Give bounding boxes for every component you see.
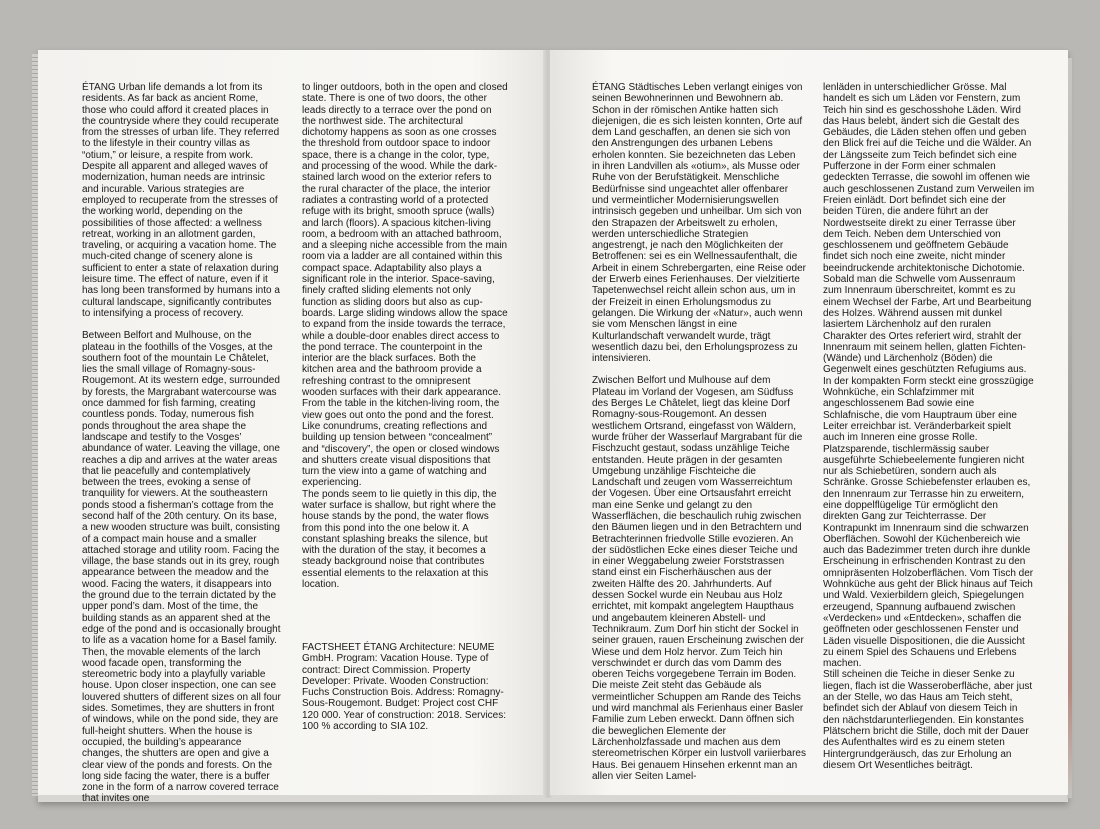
factsheet bbox=[302, 642, 508, 743]
right-page bbox=[550, 50, 1068, 795]
book-spread bbox=[38, 50, 1068, 805]
german-intro-paragraph: ÉTANG Städtisches Leben verlangt einiges von seinen Bewohnerinnen und Bewohnern ab. Schon in der römischen Antike hatten sich diejenigen, die es sich leisten konnten, Orte auf dem Land geschaffen, an denen sie sich von den Anstrengungen des urbanen Lebens erholen konnten. Sie bezeichneten das Leben in ihren Landvillen als «otium», als Musse oder Ruhe von der Berufstätigkeit. Menschliche Bedürfnisse sind ungeachtet aller offenbarer und vermeintlicher Modernisierungswellen intrinsisch gegeben und unheilbar. Um sich von den Strapazen der Arbeitswelt zu erholen, werden unterschiedliche Strategien angestrengt, je nach den Möglichkeiten der Betroffenen: sei es ein Wellnessaufenthalt, die Arbeit in einem Schrebergarten, eine Reise oder der Erwerb eines Ferienhauses. Der vielzitierte Tapetenwechsel reicht allein schon aus, um in der Freizeit in einen Erholungsmodus zu gelangen. Die Wirkung der «Natur», auch wenn sie vom Menschen längst in eine Kulturlandschaft verwandelt wurde, trägt wesentlich dazu bei, den Erholungsprozess zu intensivieren. bbox=[592, 82, 807, 365]
german-site-paragraph: Zwischen Belfort und Mulhouse auf dem Plateau im Vorland der Vogesen, am Südfuss des Berges Le Châtelet, liegt das kleine Dorf Romagny-sous-Rougemont. An dessen westlichem Ortsrand, eingefasst von Wäldern, wurde früher der Wasserlauf Margrabant für die Fischzucht gestaut, sodass unzählige Teiche entstanden. Heute prägen in der gesamten Umgebung unzählige Fischteiche die Landschaft und zeugen vom Wasserreichtum der Vogesen. Über eine Ortsausfahrt erreicht man eine Senke und gelangt zu den Wasserflächen, die beschaulich ruhig zwischen den Bäumen liegen und in den Betrachtern und Betrachterinnen friedvolle Stille evozieren. An der südöstlichen Ecke eines dieser Teiche und in einer Weggabelung zweier Forststrassen stand einst ein Fischerhäuschen aus der zweiten Hälfte des 20. Jahrhunderts. Auf dessen Sockel wurde ein Neubau aus Holz errichtet, mit kompakt angelegtem Haupthaus und angebautem kleineren Abstell- und Technikraum. Zum Dorf hin sticht der Sockel in seiner grauen, rauen Erscheinung zwischen der Wiese und dem Holz hervor. Zum Teich hin verschwindet er durch das vom Damm des oberen Teichs vorgegebene Terrain im Boden. Die meiste Zeit steht das Gebäude als vermeintlicher Schuppen am Rande des Teichs und wird manchmal als Ferienhaus einer Basler Familie zum Leben erweckt. Dann öffnen sich die beweglichen Elemente der Lärchenholzfassade und machen aus dem stereometrischen Körper ein lustvoll variierbares Haus. Bei genauem Hinsehen erkennt man an allen vier Seiten Lamel- bbox=[592, 375, 806, 782]
english-site-paragraph: Between Belfort and Mulhouse, on the plateau in the foothills of the Vosges, at the southern foot of the mountain Le Châtelet, lies the small village of Romagny-sous-Rougemont. At its western edge, surrounded by forests, the Margrabant watercourse was once dammed for fish farming, creating countless ponds. Today, numerous fish ponds throughout the area shape the landscape and testify to the Vosges’ abundance of water. Leaving the village, one reaches a dip and arrives at the water areas that lie peacefully and contemplatively between the trees, evoking a sense of tranquility for viewers. At the southeastern ponds stood a fisherman’s cottage from the second half of the 20th century. On its base, a new wooden structure was built, consisting of a compact main house and a smaller attached storage and utility room. Facing the village, the base stands out in its grey, rough appearance between the meadow and the wood. Facing the waters, it disappears into the ground due to the terrain dictated by the upper pond’s dam. Most of the time, the building stands as an apparent shed at the edge of the pond and is occasionally brought to life as a vacation home for a Basel family. Then, the movable elements of the larch wood facade open, transforming the stereometric body into a playfully variable house. Upon closer inspection, one can see louvered shutters of different sizes on all four sides. Sometimes, they are shutters in front of windows, while on the pond side, they are full-height shutters. When the house is occupied, the building’s appearance changes, the shutters are open and give a clear view of the ponds and forests. On the long side facing the water, there is a buffer zone in the form of a narrow covered terrace that invites one bbox=[82, 330, 281, 805]
german-column-2 bbox=[823, 82, 1035, 782]
english-intro-paragraph: ÉTANG Urban life demands a lot from its residents. As far back as ancient Rome, those who could afford it created places in the countryside where they could recuperate from the stresses of urban life. They referred to the lifestyle in their country villas as “otium,” or leisure, a respite from work. Despite all apparent and alleged waves of modernization, human needs are intrinsic and incurable. Various strategies are employed to recuperate from the stresses of the working world, depending on the possibilities of those affected: a wellness retreat, working in an allotment garden, traveling, or acquiring a vacation home. The much-cited change of scenery alone is sufficient to enter a state of relaxation during leisure time. The effect of nature, even if it has long been transformed by humans into a cultural landscape, significantly contributes to intensifying a process of recovery. bbox=[82, 82, 280, 319]
factsheet-text: FACTSHEET ÉTANG Architecture: NEUME GmbH. Program: Vacation House. Type of contract: Direct Commission. Property Developer: Private. Wooden Construction: Fuchs Construction Bois. Address: Romagny-Sous-Rougemont. Budget: Project cost CHF 120 000. Year of construction: 2018. Services: 100 % according to SIA 102. bbox=[302, 642, 507, 733]
english-column-1 bbox=[82, 82, 282, 816]
english-column-2 bbox=[302, 82, 508, 601]
left-page bbox=[38, 50, 546, 805]
english-interior-paragraph: to linger outdoors, both in the open and closed state. There is one of two doors, the other leads directly to a terrace over the pond on the northwest side. The architectural dichotomy happens as soon as one crosses the threshold from outdoor space to indoor space, there is a change in the color, type, and processing of the wood. While the dark-stained larch wood on the exterior refers to the rural character of the place, the interior radiates a contrasting world of a protected refuge with its bright, smooth spruce (walls) and larch (floors). A spacious kitchen-living room, a bedroom with an attached bathroom, and a sleeping niche accessible from the main room via a ladder are all contained within this compact space. Adaptability also plays a significant role in the interior. Space-saving, finely crafted sliding elements not only function as sliding doors but also as cup-boards. Large sliding windows allow the space to expand from the inside towards the terrace, while a double-door enables direct access to the pond terrace. The counterpoint in the interior are the black surfaces. Both the kitchen area and the bathroom provide a refreshing contrast to the omnipresent wooden surfaces with their dark appearance. From the table in the kitchen-living room, the view goes out onto the pond and the forest. Like conundrums, creating reflections and building up tension between “concealment” and “discovery”, the open or closed windows and shutters create visual dispositions that turn the view into a game of watching and experiencing. The ponds seem to lie quietly in this dip, the water surface is shallow, but right where the house stands by the pond, the water flows from this pond into the one below it. A constant splashing breaks the silence, but with the duration of the stay, it becomes a steady background noise that contributes essential elements to the relaxation at this location. bbox=[302, 82, 508, 591]
german-column-1 bbox=[592, 82, 806, 793]
german-interior-paragraph: lenläden in unterschiedlicher Grösse. Mal handelt es sich um Läden vor Fenstern, zum Teich hin sind es geschosshohe Läden. Wird das Haus belebt, ändert sich die Gestalt des Gebäudes, die Läden stehen offen und geben den Blick frei auf die Teiche und die Wälder. An der Längsseite zum Teich befindet sich eine Pufferzone in der Form einer schmalen gedeckten Terrasse, die sowohl im offenen wie auch geschlossenen Zustand zum Verweilen im Freien einlädt. Dort befindet sich eine der beiden Türen, die andere führt an der Nordwestseite direkt zu einer Terrasse über dem Teich. Neben dem Unterschied von geschlossenem und geöffnetem Gebäude findet sich noch eine zweite, nicht minder beeindruckende architektonische Dichotomie. Sobald man die Schwelle vom Aussenraum zum Innenraum überschreitet, kommt es zu einem Wechsel der Farbe, Art und Bearbeitung des Holzes. Während aussen mit dunkel lasiertem Lärchenholz auf den ruralen Charakter des Ortes referiert wird, strahlt der Innenraum mit seinem hellen, glatten Fichten- (Wände) und Lärchenholz (Böden) die Gegenwelt eines geschützten Refugiums aus. In der kompakten Form steckt eine grosszügige Wohnküche, ein Schlafzimmer mit angeschlossenem Bad sowie eine Schlafnische, die vom Hauptraum über eine Leiter erreichbar ist. Veränderbarkeit spielt auch im Inneren eine grosse Rolle. Platzsparende, tischlermässig sauber ausgeführte Schiebeelemente fungieren nicht nur als Schiebetüren, sondern auch als Schränke. Grosse Schiebefenster erlauben es, den Innenraum zur Terrasse hin zu erweitern, eine doppelflügelige Tür ermöglicht den direkten Gang zur Teichterrasse. Der Kontrapunkt im Innenraum sind die schwarzen Oberflächen. Sowohl der Küchenbereich wie auch das Badezimmer treten durch ihre dunkle Erscheinung in erfrischenden Kontrast zu den omnipräsenten Holzoberflächen. Vom Tisch der Wohnküche aus geht der Blick hinaus auf Teich und Wald. Vexierbildern gleich, Spiegelungen erzeugend, Spannung aufbauend zwischen «Verdecken» und «Entdecken», schaffen die geöffneten oder geschlossenen Fenster und Läden visuelle Dispositionen, die die Aussicht zu einem Spiel des Schauens und Erlebens machen. Still scheinen die Teiche in dieser Senke zu liegen, flach ist die Wasseroberfläche, aber just an der Stelle, wo das Haus am Teich steht, befindet sich der Ablauf von diesem Teich in den nächstdarunterliegenden. Ein konstantes Plätschern bricht die Stille, doch mit der Dauer des Aufenthaltes wird es zu einem steten Hintergrundgeräusch, das zur Erholung an diesem Ort Wesentliches beiträgt. bbox=[823, 82, 1035, 771]
